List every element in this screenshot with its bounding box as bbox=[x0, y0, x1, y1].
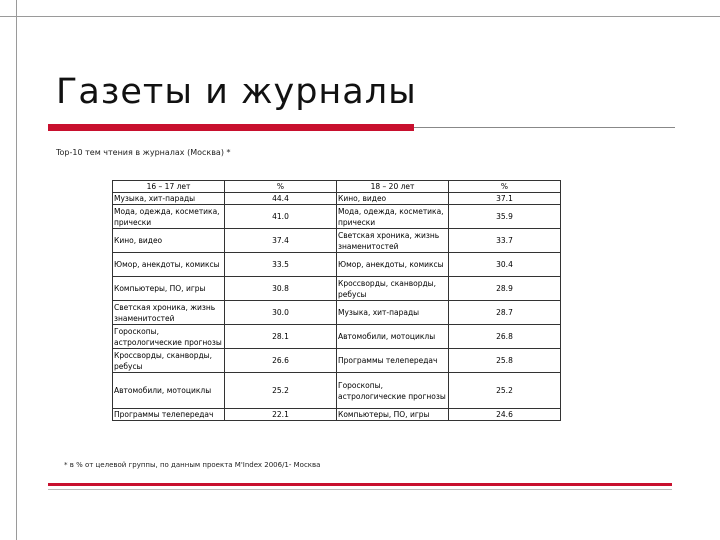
footnote: * в % от целевой группы, по данным проекта M'Index 2006/1- Москва bbox=[64, 461, 321, 469]
table-row bbox=[113, 301, 561, 325]
topic-cell: Компьютеры, ПО, игры bbox=[337, 409, 449, 421]
topic-cell: Кино, видео bbox=[113, 229, 225, 253]
topic-cell: Кроссворды, сканворды, ребусы bbox=[113, 349, 225, 373]
percent-cell: 44.4 bbox=[225, 193, 337, 205]
slide-subtitle: Top-10 тем чтения в журналах (Москва) * bbox=[56, 148, 231, 157]
percent-cell: 28.1 bbox=[225, 325, 337, 349]
percent-cell: 25.2 bbox=[449, 373, 561, 409]
topic-cell: Светская хроника, жизнь знаменитостей bbox=[113, 301, 225, 325]
table-row bbox=[113, 325, 561, 349]
percent-cell: 35.9 bbox=[449, 205, 561, 229]
table-row bbox=[113, 253, 561, 277]
topic-cell: Музыка, хит-парады bbox=[113, 193, 225, 205]
percent-cell: 22.1 bbox=[225, 409, 337, 421]
percent-cell: 30.0 bbox=[225, 301, 337, 325]
header-percent-b: % bbox=[449, 181, 561, 193]
percent-cell: 25.8 bbox=[449, 349, 561, 373]
topic-cell: Компьютеры, ПО, игры bbox=[113, 277, 225, 301]
topic-cell: Автомобили, мотоциклы bbox=[113, 373, 225, 409]
percent-cell: 24.6 bbox=[449, 409, 561, 421]
frame-horizontal-line bbox=[0, 16, 720, 17]
header-age-16-17: 16 – 17 лет bbox=[113, 181, 225, 193]
percent-cell: 33.5 bbox=[225, 253, 337, 277]
percent-cell: 25.2 bbox=[225, 373, 337, 409]
topic-cell: Мода, одежда, косметика, прически bbox=[113, 205, 225, 229]
table-row bbox=[113, 205, 561, 229]
topic-cell: Музыка, хит-парады bbox=[337, 301, 449, 325]
percent-cell: 28.9 bbox=[449, 277, 561, 301]
percent-cell: 37.1 bbox=[449, 193, 561, 205]
topic-cell: Гороскопы, астрологические прогнозы bbox=[337, 373, 449, 409]
slide-title: Газеты и журналы bbox=[56, 72, 417, 112]
percent-cell: 30.8 bbox=[225, 277, 337, 301]
table-header-row bbox=[113, 181, 561, 193]
title-rule bbox=[414, 127, 675, 128]
table-row bbox=[113, 349, 561, 373]
topic-cell: Программы телепередач bbox=[337, 349, 449, 373]
header-age-18-20: 18 – 20 лет bbox=[337, 181, 449, 193]
topic-cell: Кино, видео bbox=[337, 193, 449, 205]
title-accent-bar bbox=[48, 124, 414, 131]
footer-accent-bar bbox=[48, 483, 672, 486]
percent-cell: 26.6 bbox=[225, 349, 337, 373]
table-row bbox=[113, 373, 561, 409]
topic-cell: Автомобили, мотоциклы bbox=[337, 325, 449, 349]
percent-cell: 33.7 bbox=[449, 229, 561, 253]
table-row bbox=[113, 277, 561, 301]
table-row bbox=[113, 193, 561, 205]
percent-cell: 28.7 bbox=[449, 301, 561, 325]
topic-cell: Светская хроника, жизнь знаменитостей bbox=[337, 229, 449, 253]
table-row bbox=[113, 229, 561, 253]
topic-cell: Кроссворды, сканворды, ребусы bbox=[337, 277, 449, 301]
topic-cell: Гороскопы, астрологические прогнозы bbox=[113, 325, 225, 349]
footer-rule bbox=[48, 489, 672, 490]
topic-cell: Юмор, анекдоты, комиксы bbox=[113, 253, 225, 277]
topic-cell: Мода, одежда, косметика, прически bbox=[337, 205, 449, 229]
percent-cell: 41.0 bbox=[225, 205, 337, 229]
frame-vertical-line bbox=[16, 0, 17, 540]
percent-cell: 26.8 bbox=[449, 325, 561, 349]
topic-cell: Программы телепередач bbox=[113, 409, 225, 421]
table-row bbox=[113, 409, 561, 421]
percent-cell: 30.4 bbox=[449, 253, 561, 277]
percent-cell: 37.4 bbox=[225, 229, 337, 253]
header-percent-a: % bbox=[225, 181, 337, 193]
reading-topics-table bbox=[112, 180, 561, 421]
topic-cell: Юмор, анекдоты, комиксы bbox=[337, 253, 449, 277]
